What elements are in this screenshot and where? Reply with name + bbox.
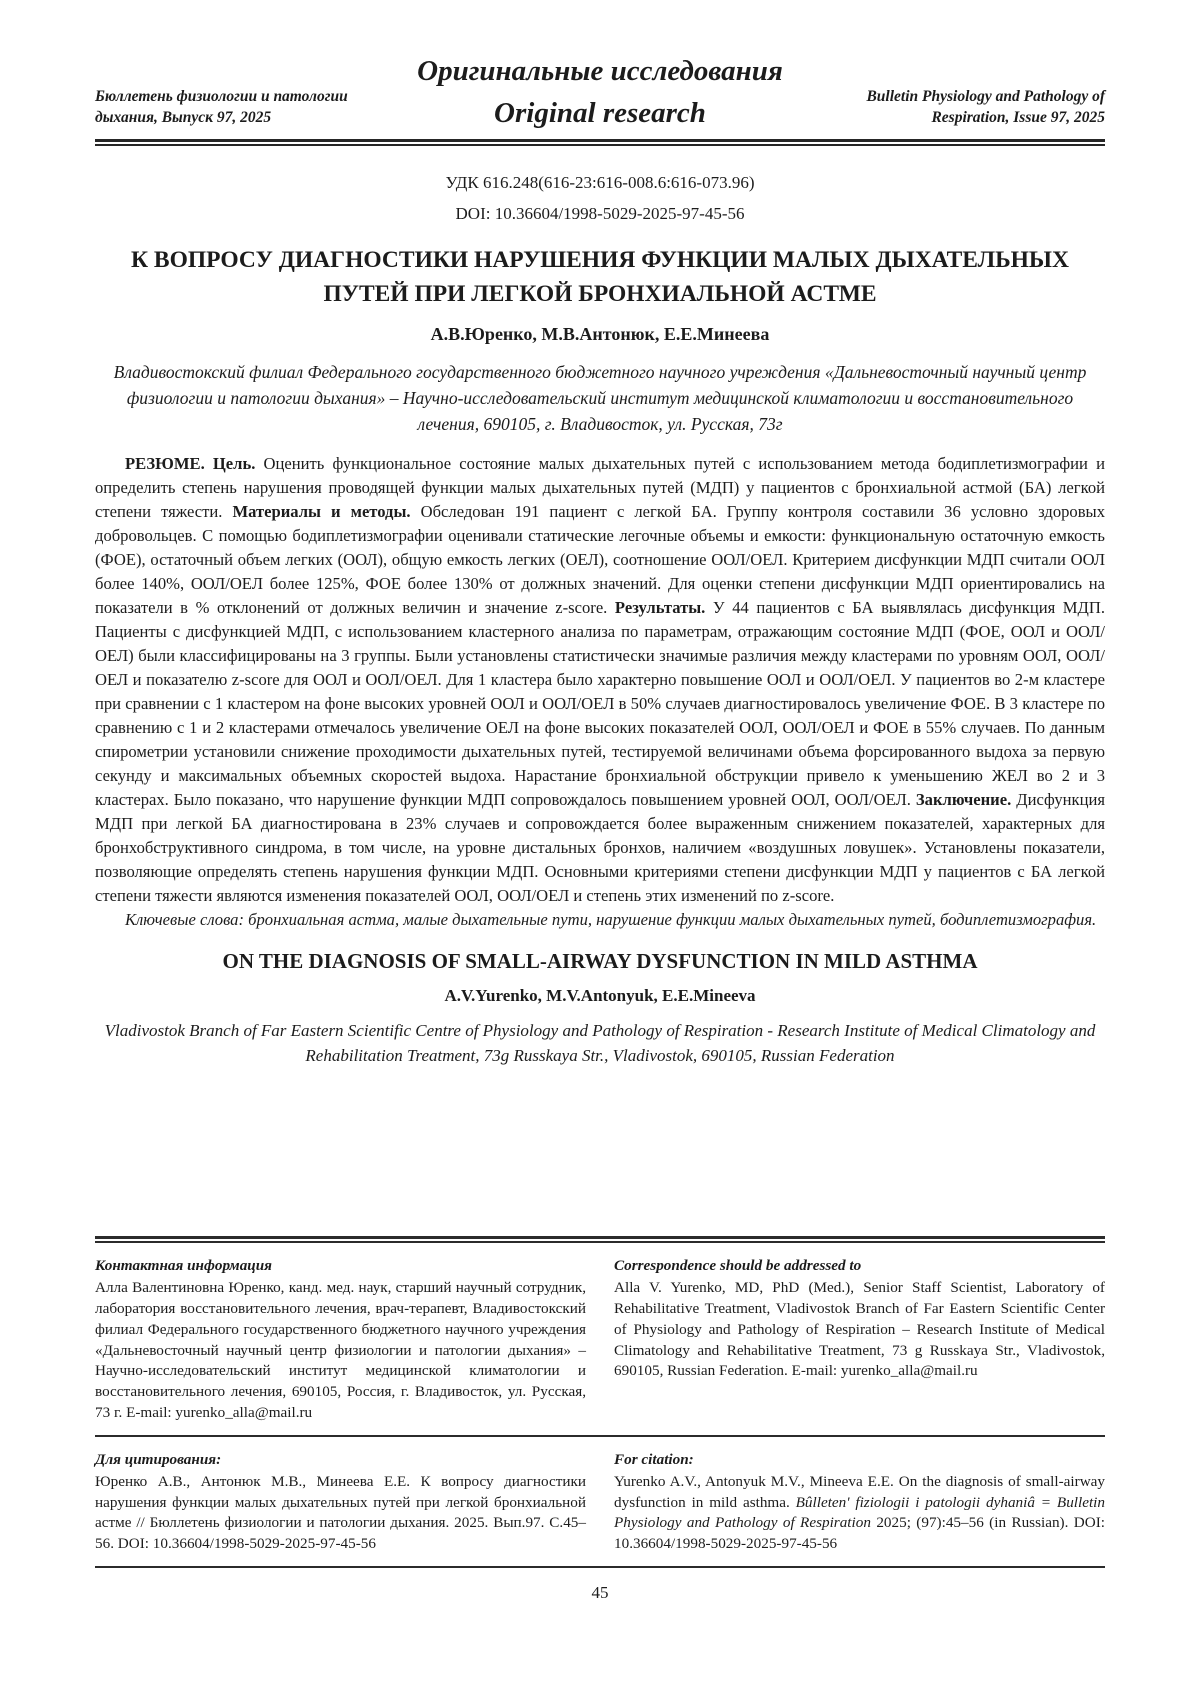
running-head [95,50,1105,134]
journal-name-ru [95,50,363,128]
doi-code: DOI: 10.36604/1998-5029-2025-97-45-56 [455,204,745,223]
header-rule [95,139,1105,146]
abstract-paragraph [95,452,1105,908]
journal-name-en-line2: Respiration, Issue 97, 2025 [931,109,1105,126]
citation-en-authors: Yurenko A.V., Antonyuk M.V., Mineeva E.E. On the diagnosis of small-airway dysfunction in mild asthma. [614,1472,1105,1511]
abstract-conclusion-label: Заключение. [915,790,1012,809]
contact-section [95,1256,1105,1424]
citation-en-issue-doi: 2025; (97):45–56 (in Russian). DOI: 10.36604/1998-5029-2025-97-45-56 [614,1514,1105,1553]
section-heading [363,50,837,134]
contact-column-ru [95,1256,586,1424]
article-title-ru: К ВОПРОСУ ДИАГНОСТИКИ НАРУШЕНИЯ ФУНКЦИИ МАЛЫХ ДЫХАТЕЛЬНЫХ ПУТЕЙ ПРИ ЛЕГКОЙ БРОНХИАЛЬНОЙ АСТМЕ [131,247,1069,307]
affiliation-ru: Владивостокский филиал Федерального государственного бюджетного научного учреждения «Дальневосточный научный центр физиологии и патологии дыхания» – Научно-исследовательский институт медицинской климатологии и восстановительного лечения, 690105, г. Владивосток, ул. Русская, 73г [113,362,1087,434]
journal-name-en-line1: Bulletin Physiology and Pathology of [866,88,1105,105]
citation-heading-ru: Для цитирования: [95,1450,222,1468]
udk-code: УДК 616.248(616-23:616-008.6:616-073.96) [445,173,755,192]
page-number: 45 [591,1583,609,1602]
abstract-results-text: У 44 пациентов с БА выявлялась дисфункция МДП. Пациенты с дисфункцией МДП, с использованием кластерного анализа по параметрам, отражающим состояние МДП (ФОЕ, ООЛ и ООЛ/ОЕЛ) были классифицированы на 3 группы. Были установлены статистически значимые различия между кластерами по уровням ООЛ, ООЛ/ОЕЛ и показателю z-score для ООЛ и ООЛ/ОЕЛ. Для 1 кластера было характерно повышение ООЛ и ООЛ/ОЕЛ. У пациентов во 2-м кластере при сравнении с 1 кластером на фоне высоких уровней ООЛ и ООЛ/ОЕЛ в 50% случаев диагностировалось увеличение ФОЕ. В 3 кластере по сравнению с 1 и 2 кластерами отмечалось увеличение ОЕЛ на фоне высоких показателей ООЛ, ООЛ/ОЕЛ и ФОЕ в 55% случаев. По данным спирометрии установили снижение проходимости дыхательных путей, тестируемой величинами объема форсированного выдоха за первую секунду и максимальных объемных скоростей выдоха. Нарастание бронхиальной обструкции привело к уменьшению ЖЕЛ во 2 и 3 кластерах. Было показано, что нарушение функции МДП сопровождалось повышением уровней ООЛ, ООЛ/ОЕЛ. [95,598,1105,809]
abstract-methods-label: Материалы и методы. [232,502,411,521]
authors-ru: А.В.Юренко, М.В.Антонюк, Е.Е.Минеева [430,324,770,344]
authors-en: A.V.Yurenko, M.V.Antonyuk, E.E.Mineeva [444,986,756,1005]
citation-body-ru: Юренко А.В., Антонюк М.В., Минеева Е.Е. К вопросу диагностики нарушения функции малых дыхательных путей при легкой бронхиальной астме // Бюллетень физиологии и патологии дыхания. 2025. Вып.97. С.45–56. DOI: 10.36604/1998-5029-2025-97-45-56 [95,1472,586,1553]
journal-name-ru-line2: дыхания, Выпуск 97, 2025 [95,109,272,126]
footer-rule [95,1566,1105,1568]
contact-column-en [614,1256,1105,1424]
contact-heading-ru: Контактная информация [95,1257,273,1275]
citation-body-en [614,1472,1105,1555]
keywords-ru: Ключевые слова: бронхиальная астма, малые дыхательные пути, нарушение функции малых дыхательных путей, бодиплетизмография. [125,910,1097,929]
abstract-conclusion-text: Дисфункция МДП при легкой БА диагностирована в 23% случаев и сопровождается более выраженным снижением показателей, характерных для бронхобструктивного синдрома, в том числе, на уровне дистальных бронхов, наличием «воздушных ловушек». Установлены показатели, позволяющие определять степень нарушения функции МДП. Основными критериями степени дисфункции МДП у пациентов с БА легкой степени тяжести являются изменения показателей ООЛ, ООЛ/ОЕЛ и степень этих изменений по z-score. [95,790,1105,905]
abstract-results-label: Результаты. [614,598,706,617]
journal-name-ru-line1: Бюллетень физиологии и патологии [95,88,348,105]
citation-section [95,1450,1105,1555]
citation-top-rule [95,1435,1105,1437]
abstract-objective-text: Оценить функциональное состояние малых дыхательных путей с использованием метода бодиплетизмографии и определить степень нарушения проводящей функции малых дыхательных путей (МДП) у пациентов с бронхиальной астмой (БА) легкой степени тяжести. [95,454,1105,521]
abstract-methods-text: Обследован 191 пациент с легкой БА. Группу контроля составили 36 условно здоровых добровольцев. С помощью бодиплетизмографии оценивали статические легочные объемы и емкости: функциональную остаточную емкость (ФОЕ), остаточный объем легких (ООЛ), общую емкость легких (ОЕЛ), соотношение ООЛ/ОЕЛ. Критерием дисфункции МДП считали ООЛ более 140%, ООЛ/ОЕЛ более 125%, ФОЕ более 130% от должных значений. Для оценки степени дисфункции МДП ориентировались на показатели в % отклонений от должных величин и значение z-score. [95,502,1105,617]
contact-heading-en: Correspondence should be addressed to [614,1257,862,1275]
citation-column-ru [95,1450,586,1555]
contact-body-ru: Алла Валентиновна Юренко, канд. мед. наук, старший научный сотрудник, лаборатория восстановительного лечения, врач-терапевт, Владивостокский филиал Федерального государственного бюджетного научного учреждения «Дальневосточный научный центр физиологии и патологии дыхания» – Научно-исследовательский институт медицинской климатологии и восстановительного лечения, 690105, Россия, г. Владивосток, ул. Русская, 73 г. E-mail: yurenko_alla@mail.ru [95,1279,586,1422]
vertical-spacer [95,1068,1105,1236]
citation-column-en [614,1450,1105,1555]
journal-name-en [837,50,1105,128]
citation-heading-en: For citation: [614,1450,694,1468]
citation-en-journal-title: Bûlleten' fiziologii i patologii dyhaniâ = Bulletin Physiology and Pathology of Respiration [614,1493,1105,1532]
contact-top-rule [95,1236,1105,1243]
article-title-en: ON THE DIAGNOSIS OF SMALL-AIRWAY DYSFUNCTION IN MILD ASTHMA [222,949,978,973]
section-heading-ru: Оригинальные исследования [417,55,783,87]
contact-body-en: Alla V. Yurenko, MD, PhD (Med.), Senior Staff Scientist, Laboratory of Rehabilitative Treatment, Vladivostok Branch of Far Eastern Scientific Center of Physiology and Pathology of Respiration – Research Institute of Medical Climatology and Rehabilitative Treatment, 73 g Russkaya Str., Vladivostok, 690105, Russian Federation. E-mail: yurenko_alla@mail.ru [614,1279,1105,1380]
affiliation-en: Vladivostok Branch of Far Eastern Scientific Centre of Physiology and Pathology of Respiration - Research Institute of Medical Climatology and Rehabilitation Treatment, 73g Russkaya Str., Vladivostok, 690105, Russian Federation [104,1021,1096,1065]
abstract-objective-label: РЕЗЮМЕ. Цель. [125,454,256,473]
section-heading-en: Original research [494,97,706,129]
